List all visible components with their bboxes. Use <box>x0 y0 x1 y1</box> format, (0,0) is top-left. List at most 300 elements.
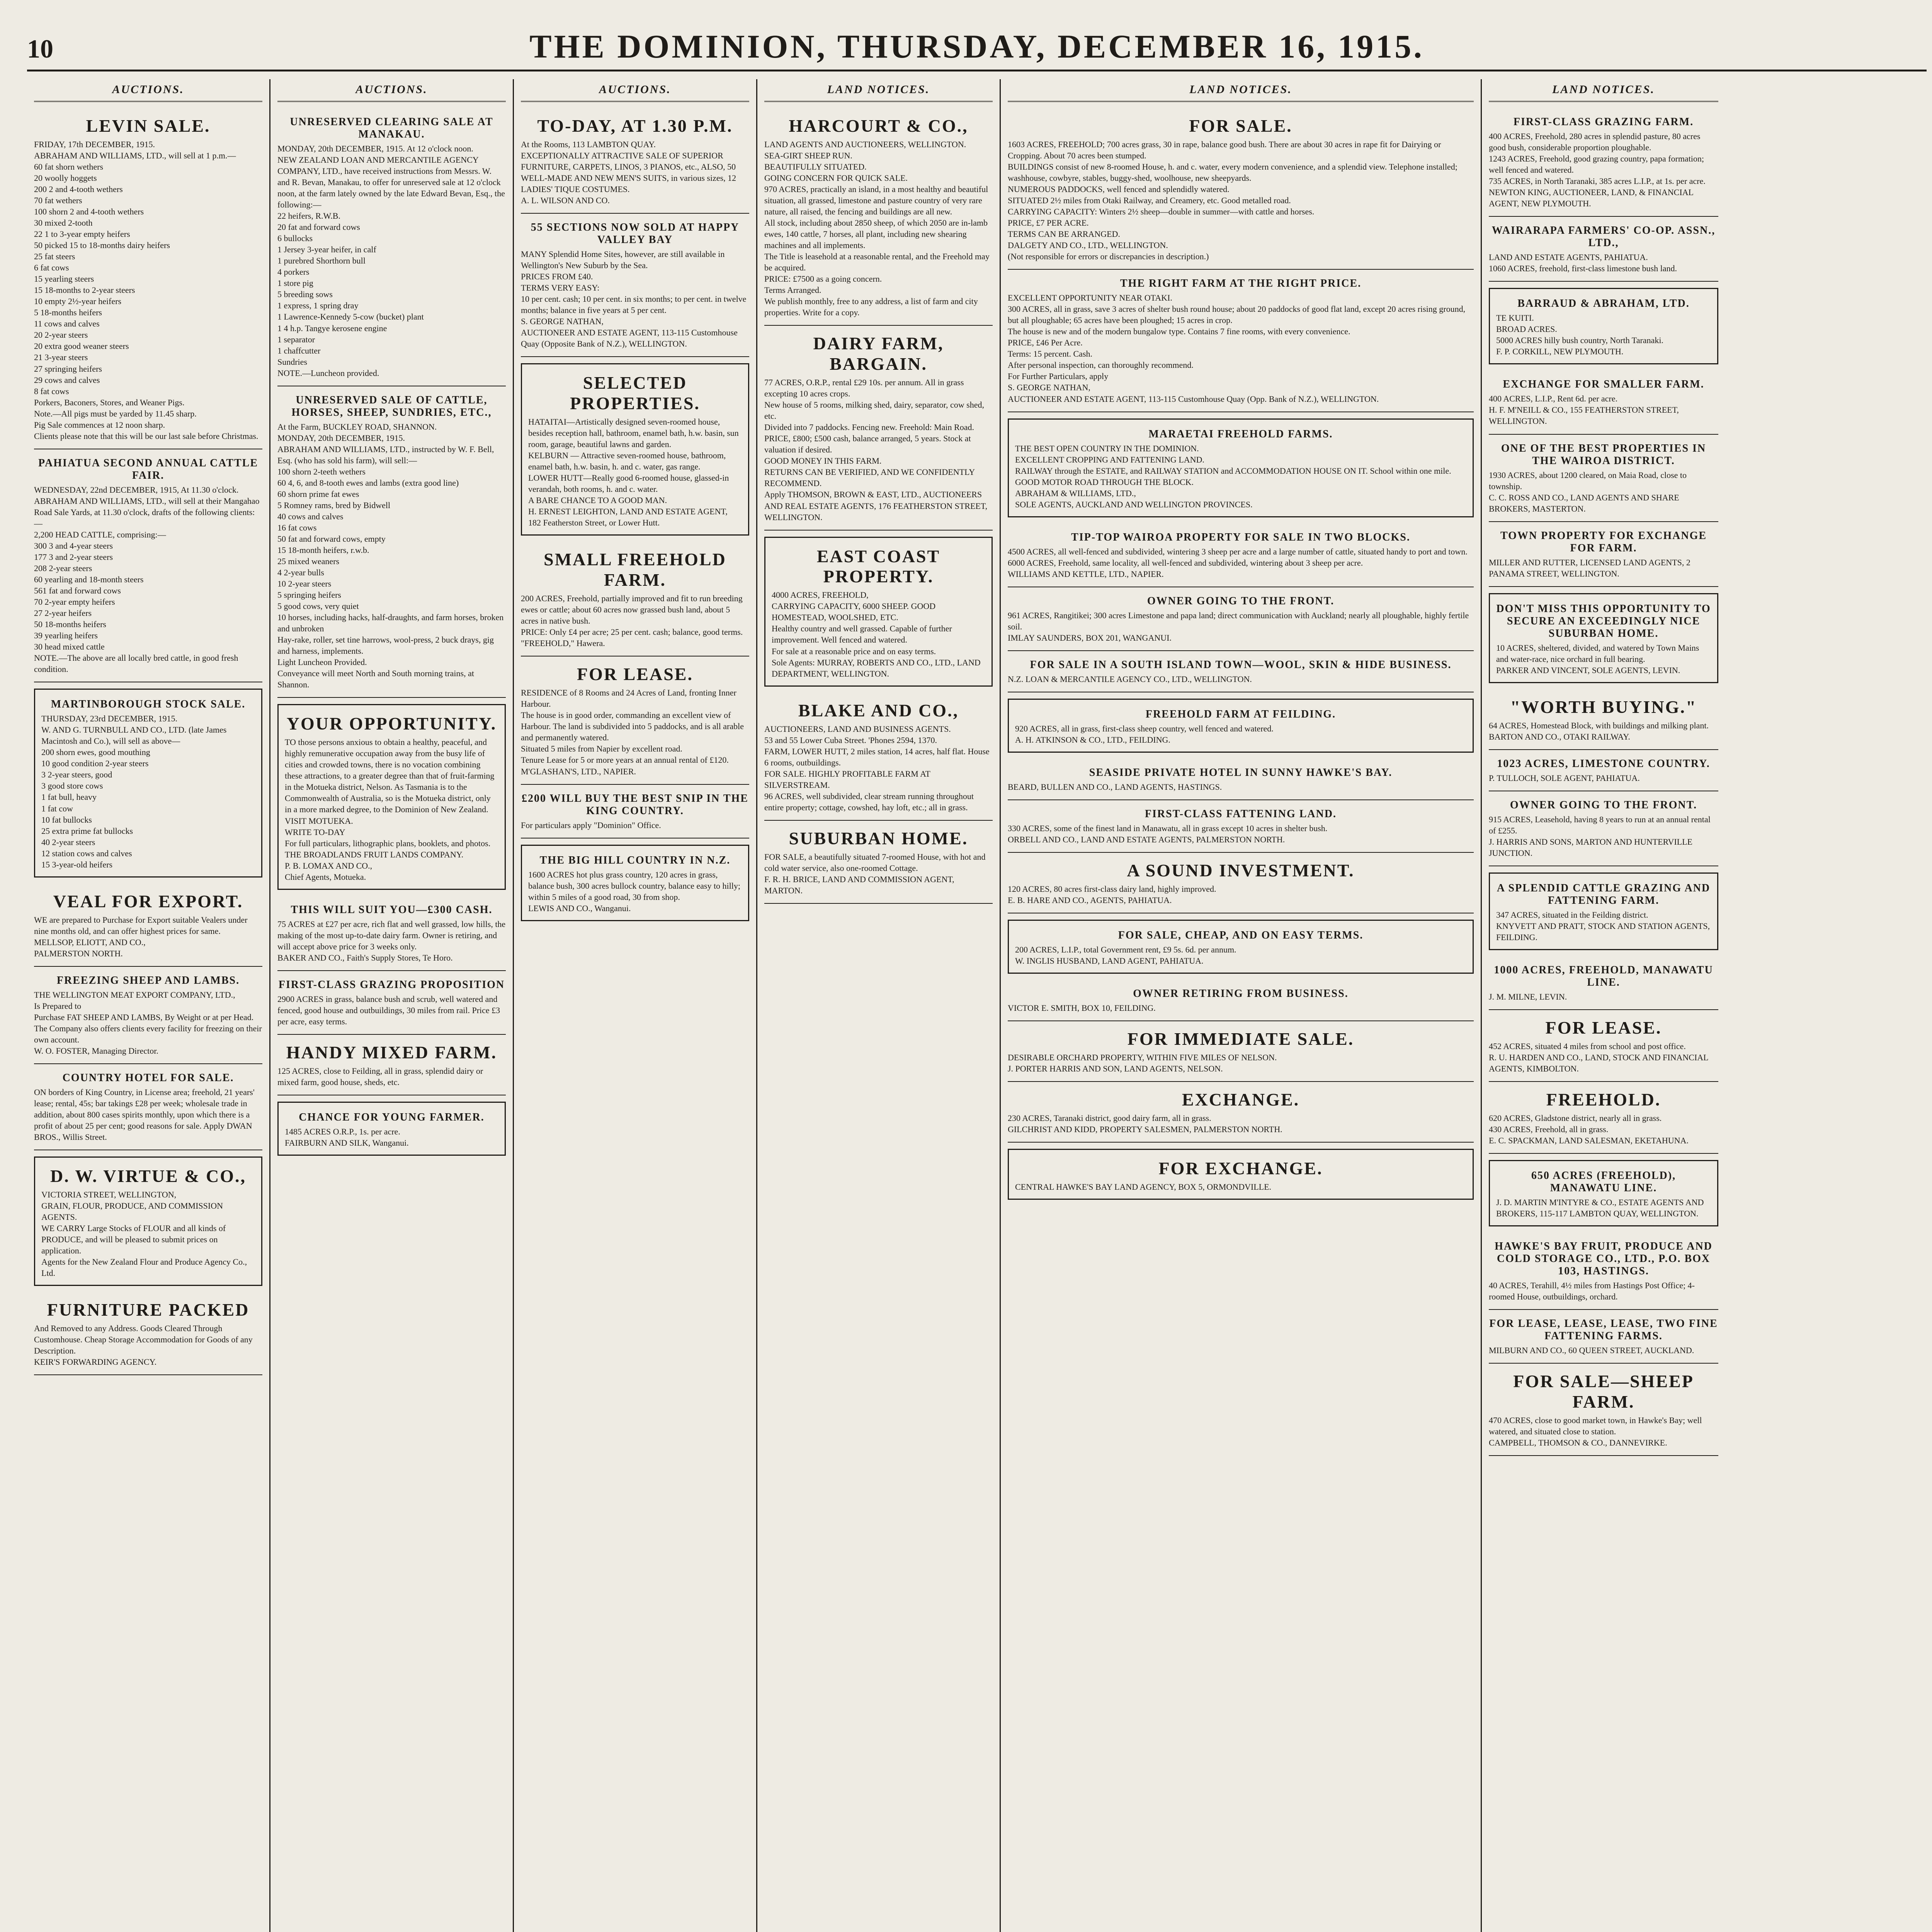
column-heading: AUCTIONS. <box>34 79 262 102</box>
ad-line: 300 3 and 4-year steers <box>34 541 113 551</box>
ad-line: 15 18-months to 2-year steers <box>34 285 135 295</box>
ad-line: The house is new and of the modern bungalow type. Contains 7 fine rooms, with every convenience. <box>1008 327 1350 337</box>
ad-line: W. AND G. TURNBULL AND CO., LTD. (late James Macintosh and Co.), will sell as above— <box>41 725 227 746</box>
ad-heading: DON'T MISS THIS OPPORTUNITY TO SECURE AN EXCEEDINGLY NICE SUBURBAN HOME. <box>1496 602 1711 639</box>
ad-line: SOLE AGENTS, AUCKLAND AND WELLINGTON PROVINCES. <box>1015 499 1253 509</box>
ad-line: 620 ACRES, Gladstone district, nearly all in grass. <box>1489 1113 1662 1123</box>
ad-heading: FOR SALE IN A SOUTH ISLAND TOWN—WOOL, SKIN & HIDE BUSINESS. <box>1030 658 1452 671</box>
ad-line: 10 per cent. cash; 10 per cent. in six months; to per cent. in twelve months; balance in five years at 5 per cent. <box>521 294 747 315</box>
ad-heading: COUNTRY HOTEL FOR SALE. <box>62 1071 234 1084</box>
ad-line: Chief Agents, Motueka. <box>285 872 366 882</box>
ad-line: 1 fat cow <box>41 803 73 813</box>
ad-line: 30 mixed 2-tooth <box>34 218 93 228</box>
ad-line: 27 2-year heifers <box>34 608 92 618</box>
ad-line: HATAITAI—Artistically designed seven-roomed house, besides reception hall, bathroom, enamel bath, h.w. basin, sun room, garage, beautiful lawns and garden. <box>528 417 739 449</box>
ad-heading: MARTINBOROUGH STOCK SALE. <box>51 698 246 711</box>
column-2 <box>270 79 514 1932</box>
ad-heading: FOR SALE. <box>1189 116 1293 136</box>
advertisement <box>1008 699 1474 753</box>
ad-heading: UNRESERVED CLEARING SALE AT MANAKAU. <box>290 116 493 140</box>
ad-line: 10 2-year steers <box>277 579 332 589</box>
ad-heading: FIRST-CLASS GRAZING FARM. <box>1513 116 1694 128</box>
ad-heading: FOR LEASE, LEASE, LEASE, TWO FINE FATTENING FARMS. <box>1489 1318 1718 1342</box>
ad-line: RESIDENCE of 8 Rooms and 24 Acres of Land, fronting Inner Harbour. <box>521 688 736 709</box>
ad-heading: FREEHOLD FARM AT FEILDING. <box>1145 708 1336 720</box>
ad-line: FRIDAY, 17th DECEMBER, 1915. <box>34 139 155 149</box>
ad-line: BEARD, BULLEN AND CO., LAND AGENTS, HASTINGS. <box>1008 782 1222 792</box>
ad-line: 50 picked 15 to 18-months dairy heifers <box>34 240 170 250</box>
ad-line: 452 ACRES, situated 4 miles from school and post office. <box>1489 1041 1686 1051</box>
ad-line: Tenure Lease for 5 or more years at an annual rental of £120. <box>521 755 729 765</box>
advertisement <box>34 108 262 449</box>
ad-heading: FOR LEASE. <box>577 664 693 684</box>
ad-line: WILLIAMS AND KETTLE, LTD., NAPIER. <box>1008 569 1164 579</box>
ad-line: PRICES FROM £40. <box>521 272 593 282</box>
ad-line: Conveyance will meet North and South morning trains, at Shannon. <box>277 668 474 690</box>
ad-line: 25 extra prime fat bullocks <box>41 826 133 836</box>
ad-line: Apply THOMSON, BROWN & EAST, LTD., AUCTIONEERS AND REAL ESTATE AGENTS, 176 FEATHERSTON STREET, WELLINGTON. <box>764 490 988 522</box>
ad-line: FOR SALE. HIGHLY PROFITABLE FARM AT SILVERSTREAM. <box>764 769 930 790</box>
masthead <box>27 27 1927 71</box>
ad-line: TO those persons anxious to obtain a healthy, peaceful, and highly remunerative occupation away from the busy life of cities and crowded towns, there is no vocation combining these attractions, to a greater degree than that of fruit-farming in the Motueka district, Nelson. As Tasmania is to the Commonwealth of Australia, so is the Motueka district, only in a more marked degree, to the Dominion of New Zealand. <box>285 737 495 815</box>
ad-line: WE CARRY Large Stocks of FLOUR and all kinds of PRODUCE, and will be pleased to submit prices on application. <box>41 1223 226 1256</box>
advertisement <box>521 785 749 838</box>
ad-line: 920 ACRES, all in grass, first-class sheep country, well fenced and watered. <box>1015 723 1274 733</box>
ad-line: 64 ACRES, Homestead Block, with buildings and milking plant. <box>1489 720 1709 730</box>
ad-line: S. GEORGE NATHAN, <box>1008 383 1090 393</box>
ad-line: WEDNESDAY, 22nd DECEMBER, 1915, At 11.30 o'clock. <box>34 485 239 495</box>
ad-line: 10 good condition 2-year steers <box>41 759 149 769</box>
advertisement <box>34 967 262 1064</box>
ad-line: F. P. CORKILL, NEW PLYMOUTH. <box>1496 347 1624 357</box>
column-heading: LAND NOTICES. <box>764 79 993 102</box>
ad-heading: VEAL FOR EXPORT. <box>53 891 243 911</box>
ad-line: SEA-GIRT SHEEP RUN. <box>764 150 852 160</box>
ad-heading: SEASIDE PRIVATE HOTEL IN SUNNY HAWKE'S BAY. <box>1089 767 1393 779</box>
ad-line: 12 station cows and calves <box>41 848 132 858</box>
ad-line: 10 fat bullocks <box>41 815 92 825</box>
ad-line: 50 fat and forward cows, empty <box>277 534 386 544</box>
ad-line: The Company also offers clients every facility for freezing on their own account. <box>34 1023 262 1044</box>
ad-line: 208 2-year steers <box>34 563 92 573</box>
column-heading: LAND NOTICES. <box>1008 79 1474 102</box>
advertisement <box>1489 956 1718 1010</box>
advertisement <box>1008 587 1474 651</box>
advertisement <box>1008 853 1474 913</box>
ad-line: 430 ACRES, Freehold, all in grass. <box>1489 1124 1609 1134</box>
ad-line: M'GLASHAN'S, LTD., NAPIER. <box>521 766 636 776</box>
ad-line: PRICE, £7 PER ACRE. <box>1008 218 1089 228</box>
advertisement <box>1489 1233 1718 1310</box>
ad-line: 20 2-year steers <box>34 330 88 340</box>
ad-line: IMLAY SAUNDERS, BOX 201, WANGANUI. <box>1008 633 1172 643</box>
ad-line: 4 porkers <box>277 267 310 277</box>
ad-line: PARKER AND VINCENT, SOLE AGENTS, LEVIN. <box>1496 665 1680 675</box>
advertisement <box>277 386 506 698</box>
ad-heading: THE BIG HILL COUNTRY IN N.Z. <box>539 854 731 866</box>
ad-line: Divided into 7 paddocks. Fencing new. Freehold: Main Road. <box>764 422 974 432</box>
ad-line: 53 and 55 Lower Cuba Street. 'Phones 2594, 1370. <box>764 735 937 745</box>
ad-line: W. O. FOSTER, Managing Director. <box>34 1046 158 1056</box>
ad-line: EXCELLENT CROPPING AND FATTENING LAND. <box>1015 454 1204 464</box>
ad-heading: THE RIGHT FARM AT THE RIGHT PRICE. <box>1120 277 1362 290</box>
ad-line: 16 fat cows <box>277 522 317 532</box>
ad-line: 21 3-year steers <box>34 352 88 362</box>
ad-line: 347 ACRES, situated in the Feilding district. <box>1496 910 1648 920</box>
ad-line: 330 ACRES, some of the finest land in Manawatu, all in grass except 10 acres in shelter bush. <box>1008 823 1328 833</box>
ad-heading: OWNER RETIRING FROM BUSINESS. <box>1133 988 1349 1000</box>
ad-line: WRITE TO-DAY <box>285 827 345 837</box>
ad-line: 70 2-year empty heifers <box>34 597 115 607</box>
newspaper-title: THE DOMINION, THURSDAY, DECEMBER 16, 1915. <box>529 28 1424 65</box>
advertisement <box>1008 418 1474 517</box>
ad-line: WE are prepared to Purchase for Export suitable Vealers under nine months old, and can offer highest prices for same. <box>34 915 248 936</box>
ad-line: MANY Splendid Home Sites, however, are still available in Wellington's New Suburb by the Sea. <box>521 249 725 270</box>
ad-line: EXCELLENT OPPORTUNITY NEAR OTAKI. <box>1008 293 1172 303</box>
column-4 <box>757 79 1001 1932</box>
ad-heading: YOUR OPPORTUNITY. <box>286 714 497 734</box>
advertisement <box>521 656 749 784</box>
ad-line: LAND AGENTS AND AUCTIONEERS, WELLINGTON. <box>764 139 966 149</box>
ad-line: Clients please note that this will be our last sale before Christmas. <box>34 431 259 441</box>
ad-line: 230 ACRES, Taranaki district, good dairy farm, all in grass. <box>1008 1113 1211 1123</box>
advertisement <box>1008 980 1474 1021</box>
ad-line: H. F. M'NEILL & CO., 155 FEATHERSTON STREET, WELLINGTON. <box>1489 405 1679 426</box>
ad-line: W. INGLIS HUSBAND, LAND AGENT, PAHIATUA. <box>1015 956 1204 966</box>
ad-line: 10 ACRES, sheltered, divided, and watered by Town Mains and water-race, nice orchard in full bearing. <box>1496 643 1699 664</box>
ad-line: Situated 5 miles from Napier by excellent road. <box>521 744 682 754</box>
ad-heading: FREEZING SHEEP AND LAMBS. <box>56 974 240 986</box>
ad-line: ABRAHAM AND WILLIAMS, LTD., will sell at their Mangahao Road Sale Yards, at 11.30 o'clock, drafts of the following clients:— <box>34 496 260 528</box>
ad-line: ON borders of King Country, in License area; freehold, 21 years' lease; rental, 45s; bar takings £28 per week; wholesale trade in addition, about 800 cases spirits monthly, upon which there is a profit of about 25 per cent; good reasons for sale. Apply DWAN BROS., Willis Street. <box>34 1087 255 1142</box>
advertisement <box>764 537 993 687</box>
advertisement <box>1489 288 1718 364</box>
advertisement <box>34 449 262 683</box>
ad-heading: FURNITURE PACKED <box>47 1300 250 1320</box>
ad-heading: UNRESERVED SALE OF CATTLE, HORSES, SHEEP, SUNDRIES, ETC., <box>291 394 492 418</box>
advertisement <box>521 542 749 656</box>
ad-line: 40 cows and calves <box>277 511 344 521</box>
ad-line: FOR SALE, a beautifully situated 7-roomed House, with hot and cold water service, also one-roomed Cottage. <box>764 852 986 873</box>
ad-line: At the Rooms, 113 LAMBTON QUAY. <box>521 139 656 149</box>
ad-heading: FREEHOLD. <box>1546 1090 1661 1109</box>
ad-line: 200 2 and 4-tooth wethers <box>34 184 123 194</box>
ad-line: GILCHRIST AND KIDD, PROPERTY SALESMEN, PALMERSTON NORTH. <box>1008 1124 1282 1134</box>
advertisement <box>277 971 506 1035</box>
ad-line: NUMEROUS PADDOCKS, well fenced and splendidly watered. <box>1008 184 1230 194</box>
ad-line: KNYVETT AND PRATT, STOCK AND STATION AGENTS, FEILDING. <box>1496 921 1710 942</box>
ad-line: 77 ACRES, O.R.P., rental £29 10s. per annum. All in grass excepting 10 acres crops. <box>764 378 964 399</box>
advertisement <box>1489 1364 1718 1456</box>
advertisement <box>1489 435 1718 522</box>
ad-heading: OWNER GOING TO THE FRONT. <box>1510 799 1697 811</box>
ad-line: THURSDAY, 23rd DECEMBER, 1915. <box>41 714 178 724</box>
ad-line: 25 fat steers <box>34 252 75 262</box>
ad-heading: LEVIN SALE. <box>86 116 211 136</box>
advertisement <box>277 1035 506 1095</box>
column-3 <box>514 79 757 1932</box>
advertisement <box>277 108 506 386</box>
ad-line: New house of 5 rooms, milking shed, dairy, separator, cow shed, etc. <box>764 400 984 421</box>
ad-line: 5 18-months heifers <box>34 308 102 318</box>
advertisement <box>277 704 506 889</box>
ad-line: 3 good store cows <box>41 781 103 791</box>
ad-line: 5 springing heifers <box>277 590 341 600</box>
advertisement <box>1008 651 1474 692</box>
advertisement <box>1489 593 1718 683</box>
column-heading: AUCTIONS. <box>521 79 749 102</box>
ad-line: At the Farm, BUCKLEY ROAD, SHANNON. <box>277 422 437 432</box>
advertisement <box>1008 524 1474 587</box>
ad-line: Sole Agents: MURRAY, ROBERTS AND CO., LTD., LAND DEPARTMENT, WELLINGTON. <box>772 657 981 679</box>
advertisement <box>1008 108 1474 270</box>
ad-line: 2900 ACRES in grass, balance bush and scrub, well watered and fenced, good house and outbuildings, 30 miles from rail. Price £3 per acre, easy terms. <box>277 994 500 1026</box>
advertisement <box>34 884 262 967</box>
ad-line: For Further Particulars, apply <box>1008 371 1109 381</box>
ad-line: 400 ACRES, L.I.P., Rent 6d. per acre. <box>1489 394 1618 404</box>
ad-line: 39 yearling heifers <box>34 631 98 641</box>
ad-line: Sundries <box>277 357 307 367</box>
ad-line: 5 Romney rams, bred by Bidwell <box>277 500 391 510</box>
advertisement <box>1489 217 1718 282</box>
ad-line: Agents for the New Zealand Flour and Produce Agency Co., Ltd. <box>41 1257 247 1278</box>
ad-heading: HARCOURT & CO., <box>789 116 968 136</box>
ad-heading: SELECTED PROPERTIES. <box>570 373 700 413</box>
ad-line: NOTE.—Luncheon provided. <box>277 368 379 378</box>
ad-line: E. B. HARE AND CO., AGENTS, PAHIATUA. <box>1008 895 1172 905</box>
column-5 <box>1001 79 1482 1932</box>
ad-line: J. M. MILNE, LEVIN. <box>1489 992 1567 1002</box>
ad-line: DALGETY AND CO., LTD., WELLINGTON. <box>1008 240 1168 250</box>
ad-line: 8 fat cows <box>34 386 69 396</box>
ad-line: EXCEPTIONALLY ATTRACTIVE SALE OF SUPERIOR FURNITURE, CARPETS, LINOS, 3 PIANOS, etc., ALSO, 50 WELL-MADE AND NEW MEN'S SUITS, in various sizes, 12 LADIES' TIQUE COSTUMES. <box>521 150 736 194</box>
ad-line: MELLSOP, ELIOTT, AND CO., <box>34 937 146 947</box>
ad-line: FAIRBURN AND SILK, Wanganui. <box>285 1138 409 1148</box>
ad-line: 20 woolly hoggets <box>34 173 97 183</box>
ad-line: PRICE, £800; £500 cash, balance arranged, 5 years. Stock at valuation if desired. <box>764 434 971 455</box>
ad-line: 735 ACRES, in North Taranaki, 385 acres L.I.P., at 1s. per acre. <box>1489 176 1706 186</box>
advertisement <box>1008 800 1474 853</box>
ad-heading: SMALL FREEHOLD FARM. <box>544 549 726 590</box>
ad-line: 20 fat and forward cows <box>277 222 360 232</box>
ad-line: ABRAHAM AND WILLIAMS, LTD., will sell at 1 p.m.— <box>34 150 236 160</box>
ad-line: 300 ACRES, all in grass, save 3 acres of shelter bush round house; about 20 paddocks of good flat land, except 20 acres rising ground, but all ploughable; 65 acres have been ploughed; 15 acres in crop. <box>1008 304 1466 325</box>
advertisement <box>1489 1310 1718 1364</box>
ad-heading: FIRST-CLASS FATTENING LAND. <box>1145 808 1337 820</box>
ad-line: 22 1 to 3-year empty heifers <box>34 229 130 239</box>
ad-line: 177 3 and 2-year steers <box>34 552 113 562</box>
ad-line: 100 shorn 2 and 4-tooth wethers <box>34 207 144 217</box>
ad-line: A BARE CHANCE TO A GOOD MAN. <box>528 495 667 505</box>
ad-heading: THIS WILL SUIT YOU—£300 CASH. <box>291 903 493 916</box>
ad-heading: EXCHANGE FOR SMALLER FARM. <box>1503 378 1704 391</box>
ad-line: 75 ACRES at £27 per acre, rich flat and well grassed, low hills, the making of the most up-to-date dairy farm. Owner is retiring, and will accept above price for 3 weeks only. <box>277 919 506 951</box>
advertisement <box>1489 689 1718 750</box>
ad-heading: 1023 ACRES, LIMESTONE COUNTRY. <box>1497 757 1710 770</box>
ad-line: LEWIS AND CO., Wanganui. <box>528 903 631 913</box>
ad-heading: ONE OF THE BEST PROPERTIES IN THE WAIROA DISTRICT. <box>1501 442 1706 467</box>
ad-heading: £200 WILL BUY THE BEST SNIP IN THE KING COUNTRY. <box>522 792 748 817</box>
ad-heading: 1000 ACRES, FREEHOLD, MANAWATU LINE. <box>1494 964 1713 988</box>
ad-line: 120 ACRES, 80 acres first-class dairy land, highly improved. <box>1008 884 1216 894</box>
ad-line: (Not responsible for errors or discrepancies in description.) <box>1008 252 1209 262</box>
ad-line: 60 yearling and 18-month steers <box>34 574 144 584</box>
ad-line: We publish monthly, free to any address, a list of farm and city properties. Write for a copy. <box>764 296 978 318</box>
ad-line: "FREEHOLD," Hawera. <box>521 638 605 648</box>
advertisement <box>1489 1160 1718 1226</box>
ad-line: P. TULLOCH, SOLE AGENT, PAHIATUA. <box>1489 773 1640 783</box>
ad-line: 5000 ACRES hilly bush country, North Taranaki. <box>1496 335 1663 345</box>
ad-line: 15 3-year-old heifers <box>41 859 113 869</box>
column-heading: LAND NOTICES. <box>1489 79 1718 102</box>
ad-line: 1060 ACRES, freehold, first-class limestone bush land. <box>1489 264 1677 274</box>
ad-line: MONDAY, 20th DECEMBER, 1915. At 12 o'clock noon. <box>277 144 473 153</box>
ad-line: ABRAHAM & WILLIAMS, LTD., <box>1015 488 1136 498</box>
ad-line: AUCTIONEER AND ESTATE AGENT, 113-115 Customhouse Quay (Opp. Bank of N.Z.), WELLINGTON. <box>1008 394 1379 404</box>
ad-line: A. H. ATKINSON & CO., LTD., FEILDING. <box>1015 735 1170 745</box>
ad-line: 200 ACRES, L.I.P., total Government rent, £9 5s. 6d. per annum. <box>1015 945 1236 955</box>
ad-line: 1 express, 1 spring dray <box>277 301 359 311</box>
ad-line: BARTON AND CO., OTAKI RAILWAY. <box>1489 731 1630 742</box>
ad-line: 25 mixed weaners <box>277 556 340 566</box>
advertisement <box>521 845 749 921</box>
ad-heading: MARAETAI FREEHOLD FARMS. <box>1148 428 1333 440</box>
ad-line: 3 2-year steers, good <box>41 770 112 780</box>
ad-line: A. L. WILSON AND CO. <box>521 196 610 206</box>
ad-line: For sale at a reasonable price and on easy terms. <box>772 646 936 656</box>
advertisement <box>764 821 993 904</box>
ad-line: LOWER HUTT—Really good 6-roomed house, glassed-in verandah, both rooms, h. and c. water. <box>528 473 729 494</box>
ad-heading: EXCHANGE. <box>1182 1090 1300 1110</box>
ad-heading: TIP-TOP WAIROA PROPERTY FOR SALE IN TWO BLOCKS. <box>1071 531 1410 543</box>
ad-line: 470 ACRES, close to good market town, in Hawke's Bay; well watered, and situated close to station. <box>1489 1415 1702 1436</box>
advertisement <box>764 108 993 326</box>
ad-line: VICTOR E. SMITH, BOX 10, FEILDING. <box>1008 1003 1156 1013</box>
ad-line: RETURNS CAN BE VERIFIED, AND WE CONFIDENTLY RECOMMEND. <box>764 467 975 488</box>
ad-line: PALMERSTON NORTH. <box>34 948 123 958</box>
ad-line: NEW ZEALAND LOAN AND MERCANTILE AGENCY COMPANY, LTD., have received instructions from Messrs. W. and R. Bevan, Manakau, to offer for unreserved sale at 12 o'clock noon, at the farm lately owned by the late Edward Bevan, Esq., the following:— <box>277 155 505 210</box>
ad-line: THE BEST OPEN COUNTRY IN THE DOMINION. <box>1015 443 1199 453</box>
ad-line: 400 ACRES, Freehold, 280 acres in splendid pasture, 80 acres good bush, considerable proportion ploughable. <box>1489 131 1701 153</box>
ad-line: BROAD ACRES. <box>1496 324 1557 334</box>
ad-line: ORBELL AND CO., LAND AND ESTATE AGENTS, PALMERSTON NORTH. <box>1008 835 1285 845</box>
ad-line: 561 fat and forward cows <box>34 586 121 596</box>
ad-heading: FOR LEASE. <box>1545 1018 1662 1038</box>
ad-line: THE WELLINGTON MEAT EXPORT COMPANY, LTD., <box>34 990 235 1000</box>
ad-line: 60 shorn prime fat ewes <box>277 489 359 499</box>
advertisement <box>1008 920 1474 974</box>
ad-line: J. HARRIS AND SONS, MARTON AND HUNTERVILLE JUNCTION. <box>1489 837 1692 858</box>
advertisement <box>1489 108 1718 217</box>
ad-line: 40 ACRES, Terahill, 4½ miles from Hastings Post Office; 4-roomed House, outbuildings, orchard. <box>1489 1281 1695 1302</box>
ad-line: Purchase FAT SHEEP AND LAMBS, By Weight or at per Head. <box>34 1012 254 1022</box>
ad-line: 200 ACRES, Freehold, partially improved and fit to run breeding ewes or cattle; about 60 acres now grassed bush land, about 5 acres in native bush. <box>521 594 743 626</box>
ad-line: MILBURN AND CO., 60 QUEEN STREET, AUCKLAND. <box>1489 1345 1694 1355</box>
advertisement <box>277 1102 506 1156</box>
ad-heading: OWNER GOING TO THE FRONT. <box>1147 595 1335 607</box>
ad-line: Hay-rake, roller, set tine harrows, wool-press, 2 buck drays, gig and harness, implements. <box>277 635 494 656</box>
ad-line: VISIT MOTUEKA. <box>285 816 353 826</box>
advertisement <box>277 896 506 971</box>
ad-line: 50 18-months heifers <box>34 619 106 629</box>
ad-line: R. U. HARDEN AND CO., LAND, STOCK AND FINANCIAL AGENTS, KIMBOLTON. <box>1489 1052 1708 1073</box>
ad-line: MILLER AND RUTTER, LICENSED LAND AGENTS, 2 PANAMA STREET, WELLINGTON. <box>1489 557 1690 578</box>
ad-line: THE BROADLANDS FRUIT LANDS COMPANY. <box>285 849 464 859</box>
advertisement <box>521 214 749 357</box>
advertisement <box>1489 522 1718 587</box>
ad-line: E. C. SPACKMAN, LAND SALESMAN, EKETAHUNA. <box>1489 1135 1689 1145</box>
ad-line: GOING CONCERN FOR QUICK SALE. <box>764 173 908 183</box>
ad-line: FARM, LOWER HUTT, 2 miles station, 14 acres, half flat. House 6 rooms, outbuildings. <box>764 746 990 767</box>
ad-line: The house is in good order, commanding an excellent view of Harbour. The land is subdivided into 5 paddocks, and is all arable and permanently watered. <box>521 710 744 743</box>
ad-heading: BARRAUD & ABRAHAM, LTD. <box>1517 298 1690 310</box>
ad-heading: TOWN PROPERTY FOR EXCHANGE FOR FARM. <box>1500 529 1707 554</box>
ad-heading: 650 ACRES (FREEHOLD), MANAWATU LINE. <box>1531 1169 1676 1194</box>
advertisement <box>521 108 749 214</box>
ad-heading: FOR IMMEDIATE SALE. <box>1127 1029 1354 1049</box>
ad-line: 970 ACRES, practically an island, in a most healthy and beautiful situation, all grassed, limestone and pasture country of very rare nature, all raised, the fencing and buildings are all new. <box>764 184 988 217</box>
ad-heading: A SOUND INVESTMENT. <box>1127 861 1355 881</box>
ad-line: MONDAY, 20th DECEMBER, 1915. <box>277 433 405 443</box>
advertisement <box>34 1292 262 1375</box>
ad-line: After personal inspection, can thoroughly recommend. <box>1008 360 1194 370</box>
ad-line: 11 cows and calves <box>34 319 100 329</box>
advertisement <box>521 363 749 536</box>
ad-line: 15 yearling steers <box>34 274 94 284</box>
ad-line: F. R. H. BRICE, LAND AND COMMISSION AGENT, MARTON. <box>764 874 954 895</box>
ad-line: GRAIN, FLOUR, PRODUCE, AND COMMISSION AGENTS. <box>41 1201 223 1222</box>
ad-line: 96 ACRES, well subdivided, clear stream running throughout entire property; cottage, cowshed, hay loft, etc.; all in grass. <box>764 791 974 812</box>
ad-line: For particulars apply "Dominion" Office. <box>521 820 661 830</box>
ad-line: Terms Arranged. <box>764 285 821 295</box>
ad-line: 40 2-year steers <box>41 837 95 847</box>
ad-line: 60 fat shorn wethers <box>34 162 104 172</box>
ad-line: Terms: 15 percent. Cash. <box>1008 349 1093 359</box>
ad-heading: D. W. VIRTUE & CO., <box>50 1166 246 1186</box>
ad-line: P. B. LOMAX AND CO., <box>285 861 372 871</box>
ad-heading: PAHIATUA SECOND ANNUAL CATTLE FAIR. <box>38 457 259 481</box>
ad-line: TERMS VERY EASY: <box>521 283 600 293</box>
ad-line: 27 springing heifers <box>34 364 102 374</box>
ad-heading: DAIRY FARM, BARGAIN. <box>813 333 944 374</box>
ad-heading: A SPLENDID CATTLE GRAZING AND FATTENING FARM. <box>1497 882 1711 906</box>
ad-line: 10 empty 2½-year heifers <box>34 296 122 306</box>
ad-line: Porkers, Baconers, Stores, and Weaner Pigs. <box>34 397 185 407</box>
ad-line: RAILWAY through the ESTATE, and RAILWAY STATION and ACCOMMODATION HOUSE ON IT. School within one mile. GOOD MOTOR ROAD THROUGH THE BLOCK. <box>1015 466 1451 487</box>
ad-heading: EAST COAST PROPERTY. <box>816 546 940 587</box>
ad-line: LAND AND ESTATE AGENTS, PAHIATUA. <box>1489 252 1648 262</box>
page-number: 10 <box>27 34 53 63</box>
advertisement <box>764 693 993 821</box>
ad-line: 4500 ACRES, all well-fenced and subdivided, wintering 3 sheep per acre and a large number of cattle, situated handy to port and town. <box>1008 546 1468 556</box>
ad-line: VICTORIA STREET, WELLINGTON, <box>41 1189 177 1199</box>
ad-line: 2,200 HEAD CATTLE, comprising:— <box>34 529 166 539</box>
ad-line: AUCTIONEER AND ESTATE AGENT, 113-115 Customhouse Quay (Opposite Bank of N.Z.), WELLINGTON. <box>521 328 738 349</box>
ad-line: The Title is leasehold at a reasonable rental, and the Freehold may be acquired. <box>764 252 990 273</box>
ad-line: 1 purebred Shorthorn bull <box>277 256 366 266</box>
ad-line: J. PORTER HARRIS AND SON, LAND AGENTS, NELSON. <box>1008 1064 1223 1074</box>
ad-line: 15 18-month heifers, r.w.b. <box>277 545 369 555</box>
ad-heading: HAWKE'S BAY FRUIT, PRODUCE AND COLD STORAGE CO., LTD., P.O. BOX 103, HASTINGS. <box>1495 1240 1713 1277</box>
advertisement <box>1489 750 1718 791</box>
ad-line: 6 fat cows <box>34 263 69 273</box>
ad-line: TE KUITI. <box>1496 313 1534 323</box>
ad-line: 1930 ACRES, about 1200 cleared, on Maia Road, close to township. <box>1489 470 1687 491</box>
ad-heading: FIRST-CLASS GRAZING PROPOSITION <box>278 978 505 991</box>
advertisement <box>1489 872 1718 950</box>
ad-line: 1 fat bull, heavy <box>41 792 97 802</box>
ad-line: 5 breeding sows <box>277 289 333 299</box>
